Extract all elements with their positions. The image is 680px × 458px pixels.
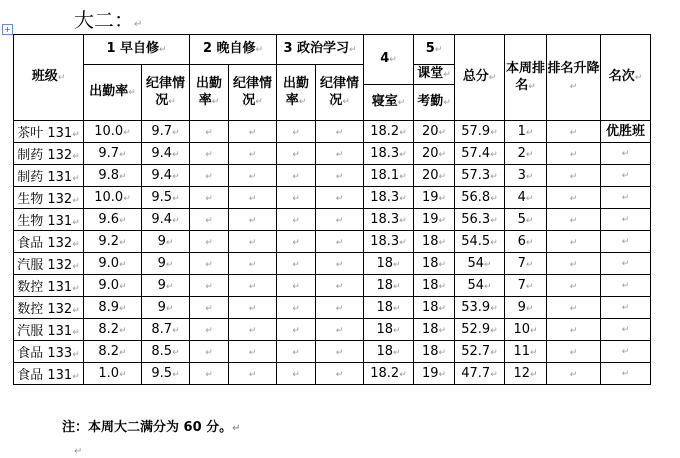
page-heading bbox=[74, 4, 142, 33]
cell-political-attendance: ↵ bbox=[277, 231, 316, 253]
cell-total: 54.5↵ bbox=[455, 231, 505, 253]
cell-dorm: 18.3↵ bbox=[364, 231, 414, 253]
cell-evening-attendance: ↵ bbox=[190, 143, 229, 165]
cell-morning-attendance: 10.0↵ bbox=[84, 121, 142, 143]
cell-checkin: 18↵ bbox=[414, 341, 455, 363]
table-move-handle-icon[interactable]: + bbox=[2, 24, 13, 35]
cell-total: 56.8↵ bbox=[455, 187, 505, 209]
cell-total: 57.3↵ bbox=[455, 165, 505, 187]
cell-rank: 3↵ bbox=[505, 165, 547, 187]
header-m-attendance: 出勤率↵ bbox=[84, 65, 142, 121]
table-row bbox=[14, 253, 651, 275]
cell-rank-change: ↵ bbox=[547, 165, 601, 187]
cell-morning-attendance: 8.2↵ bbox=[84, 341, 142, 363]
cell-political-discipline: ↵ bbox=[316, 253, 364, 275]
cell-political-attendance: ↵ bbox=[277, 209, 316, 231]
cell-place: ↵ bbox=[601, 165, 651, 187]
cell-morning-discipline: 9.7↵ bbox=[142, 121, 190, 143]
cell-total: 56.3↵ bbox=[455, 209, 505, 231]
cell-rank-change: ↵ bbox=[547, 209, 601, 231]
cell-evening-attendance: ↵ bbox=[190, 187, 229, 209]
cell-dorm: 18.3↵ bbox=[364, 187, 414, 209]
cell-evening-attendance: ↵ bbox=[190, 341, 229, 363]
header-weekly-rank: 本周排名↵ bbox=[505, 35, 547, 121]
cell-place: ↵ bbox=[601, 319, 651, 341]
header-p-discipline: 纪律情况↵ bbox=[316, 65, 364, 121]
cell-total: 52.7↵ bbox=[455, 341, 505, 363]
cell-rank-change: ↵ bbox=[547, 143, 601, 165]
cell-checkin: 18↵ bbox=[414, 297, 455, 319]
table-row bbox=[14, 143, 651, 165]
cell-class: 茶叶 131↵ bbox=[14, 121, 84, 143]
cell-political-attendance: ↵ bbox=[277, 363, 316, 385]
cell-checkin: 19↵ bbox=[414, 187, 455, 209]
cell-total: 54↵ bbox=[455, 253, 505, 275]
header-place: 名次↵ bbox=[601, 35, 651, 121]
header-e-discipline: 纪律情况↵ bbox=[229, 65, 277, 121]
cell-evening-attendance: ↵ bbox=[190, 297, 229, 319]
cell-checkin: 18↵ bbox=[414, 253, 455, 275]
header-total: 总分↵ bbox=[455, 35, 505, 121]
cell-dorm: 18.3↵ bbox=[364, 143, 414, 165]
cell-place: ↵ bbox=[601, 143, 651, 165]
table-row bbox=[14, 231, 651, 253]
cell-political-attendance: ↵ bbox=[277, 341, 316, 363]
heading-text: 大二： bbox=[74, 8, 134, 32]
header-rank-change: 排名升降↵ bbox=[547, 35, 601, 121]
cell-political-attendance: ↵ bbox=[277, 187, 316, 209]
cell-political-discipline: ↵ bbox=[316, 121, 364, 143]
cell-rank: 5↵ bbox=[505, 209, 547, 231]
table-row bbox=[14, 187, 651, 209]
cell-dorm: 18.3↵ bbox=[364, 209, 414, 231]
ranking-table bbox=[13, 34, 651, 385]
paragraph-mark: ↵ bbox=[74, 446, 83, 457]
cell-political-discipline: ↵ bbox=[316, 297, 364, 319]
cell-evening-discipline: ↵ bbox=[229, 231, 277, 253]
cell-total: 52.9↵ bbox=[455, 319, 505, 341]
cell-evening-discipline: ↵ bbox=[229, 297, 277, 319]
cell-morning-attendance: 10.0↵ bbox=[84, 187, 142, 209]
cell-place: ↵ bbox=[601, 187, 651, 209]
header-morning-study: 1 早自修↵ bbox=[84, 35, 190, 65]
table-row bbox=[14, 319, 651, 341]
header-checkin: 考勤↵ bbox=[414, 85, 455, 121]
cell-morning-attendance: 1.0↵ bbox=[84, 363, 142, 385]
cell-political-attendance: ↵ bbox=[277, 121, 316, 143]
cell-evening-discipline: ↵ bbox=[229, 341, 277, 363]
cell-rank: 1↵ bbox=[505, 121, 547, 143]
cell-rank-change: ↵ bbox=[547, 121, 601, 143]
cell-morning-attendance: 9.7↵ bbox=[84, 143, 142, 165]
cell-morning-discipline: 9.4↵ bbox=[142, 209, 190, 231]
cell-political-discipline: ↵ bbox=[316, 363, 364, 385]
cell-evening-discipline: ↵ bbox=[229, 209, 277, 231]
cell-evening-attendance: ↵ bbox=[190, 209, 229, 231]
cell-political-discipline: ↵ bbox=[316, 231, 364, 253]
cell-evening-discipline: ↵ bbox=[229, 275, 277, 297]
header-political-study: 3 政治学习↵ bbox=[277, 35, 364, 65]
header-dorm: 寝室↵ bbox=[364, 85, 414, 121]
cell-political-discipline: ↵ bbox=[316, 209, 364, 231]
cell-morning-discipline: 9↵ bbox=[142, 231, 190, 253]
cell-political-discipline: ↵ bbox=[316, 143, 364, 165]
cell-checkin: 18↵ bbox=[414, 275, 455, 297]
cell-rank: 11↵ bbox=[505, 341, 547, 363]
cell-rank: 2↵ bbox=[505, 143, 547, 165]
cell-political-discipline: ↵ bbox=[316, 165, 364, 187]
cell-morning-discipline: 8.7↵ bbox=[142, 319, 190, 341]
cell-rank: 9↵ bbox=[505, 297, 547, 319]
cell-morning-discipline: 9↵ bbox=[142, 297, 190, 319]
cell-morning-attendance: 9.6↵ bbox=[84, 209, 142, 231]
cell-morning-discipline: 9.4↵ bbox=[142, 143, 190, 165]
cell-evening-discipline: ↵ bbox=[229, 363, 277, 385]
cell-place: ↵ bbox=[601, 341, 651, 363]
cell-morning-discipline: 9.4↵ bbox=[142, 165, 190, 187]
cell-class: 数控 131↵ bbox=[14, 275, 84, 297]
header-m-discipline: 纪律情况↵ bbox=[142, 65, 190, 121]
header-class: 班级↵ bbox=[14, 35, 84, 121]
cell-total: 47.7↵ bbox=[455, 363, 505, 385]
cell-dorm: 18.2↵ bbox=[364, 363, 414, 385]
cell-evening-attendance: ↵ bbox=[190, 165, 229, 187]
cell-rank: 12↵ bbox=[505, 363, 547, 385]
cell-evening-discipline: ↵ bbox=[229, 253, 277, 275]
cell-political-attendance: ↵ bbox=[277, 319, 316, 341]
cell-place: ↵ bbox=[601, 253, 651, 275]
cell-class: 汽服 132↵ bbox=[14, 253, 84, 275]
cell-political-discipline: ↵ bbox=[316, 187, 364, 209]
cell-rank-change: ↵ bbox=[547, 187, 601, 209]
cell-rank-change: ↵ bbox=[547, 297, 601, 319]
table-row bbox=[14, 363, 651, 385]
cell-rank-change: ↵ bbox=[547, 275, 601, 297]
cell-political-attendance: ↵ bbox=[277, 297, 316, 319]
cell-rank-change: ↵ bbox=[547, 319, 601, 341]
cell-checkin: 19↵ bbox=[414, 209, 455, 231]
cell-morning-attendance: 9.2↵ bbox=[84, 231, 142, 253]
cell-rank: 7↵ bbox=[505, 275, 547, 297]
cell-class: 汽服 131↵ bbox=[14, 319, 84, 341]
cell-class: 制药 132↵ bbox=[14, 143, 84, 165]
header-class-label: 课堂↵ bbox=[414, 65, 455, 85]
cell-political-attendance: ↵ bbox=[277, 165, 316, 187]
header-class-number: 5↵ bbox=[414, 35, 455, 65]
cell-evening-discipline: ↵ bbox=[229, 319, 277, 341]
cell-dorm: 18↵ bbox=[364, 319, 414, 341]
cell-dorm: 18↵ bbox=[364, 341, 414, 363]
cell-evening-attendance: ↵ bbox=[190, 231, 229, 253]
cell-evening-attendance: ↵ bbox=[190, 253, 229, 275]
cell-checkin: 18↵ bbox=[414, 231, 455, 253]
cell-evening-discipline: ↵ bbox=[229, 143, 277, 165]
table-row bbox=[14, 341, 651, 363]
cell-checkin: 19↵ bbox=[414, 363, 455, 385]
cell-morning-attendance: 8.2↵ bbox=[84, 319, 142, 341]
cell-evening-discipline: ↵ bbox=[229, 187, 277, 209]
cell-morning-discipline: 9↵ bbox=[142, 275, 190, 297]
cell-political-attendance: ↵ bbox=[277, 143, 316, 165]
cell-evening-attendance: ↵ bbox=[190, 319, 229, 341]
cell-checkin: 20↵ bbox=[414, 165, 455, 187]
cell-morning-attendance: 9.0↵ bbox=[84, 275, 142, 297]
cell-morning-attendance: 8.9↵ bbox=[84, 297, 142, 319]
table-row bbox=[14, 165, 651, 187]
table-row bbox=[14, 121, 651, 143]
cell-evening-discipline: ↵ bbox=[229, 121, 277, 143]
cell-evening-attendance: ↵ bbox=[190, 363, 229, 385]
cell-dorm: 18↵ bbox=[364, 275, 414, 297]
cell-morning-attendance: 9.0↵ bbox=[84, 253, 142, 275]
cell-morning-discipline: 9↵ bbox=[142, 253, 190, 275]
cell-morning-discipline: 9.5↵ bbox=[142, 187, 190, 209]
cell-checkin: 20↵ bbox=[414, 121, 455, 143]
cell-dorm: 18.2↵ bbox=[364, 121, 414, 143]
cell-place: ↵ bbox=[601, 209, 651, 231]
cell-place: ↵ bbox=[601, 275, 651, 297]
cell-checkin: 20↵ bbox=[414, 143, 455, 165]
cell-checkin: 18↵ bbox=[414, 319, 455, 341]
cell-rank-change: ↵ bbox=[547, 231, 601, 253]
cell-place: 优胜班 bbox=[601, 121, 651, 143]
cell-political-attendance: ↵ bbox=[277, 253, 316, 275]
cell-political-discipline: ↵ bbox=[316, 275, 364, 297]
table-row bbox=[14, 209, 651, 231]
header-e-attendance: 出勤率↵ bbox=[190, 65, 229, 121]
cell-place: ↵ bbox=[601, 363, 651, 385]
cell-place: ↵ bbox=[601, 297, 651, 319]
cell-morning-discipline: 9.5↵ bbox=[142, 363, 190, 385]
cell-rank-change: ↵ bbox=[547, 341, 601, 363]
cell-dorm: 18↵ bbox=[364, 253, 414, 275]
cell-place: ↵ bbox=[601, 231, 651, 253]
header-dorm-number: 4↵ bbox=[364, 35, 414, 85]
header-evening-study: 2 晚自修↵ bbox=[190, 35, 277, 65]
cell-evening-discipline: ↵ bbox=[229, 165, 277, 187]
cell-total: 54↵ bbox=[455, 275, 505, 297]
cell-class: 食品 132↵ bbox=[14, 231, 84, 253]
cell-rank-change: ↵ bbox=[547, 363, 601, 385]
cell-evening-attendance: ↵ bbox=[190, 121, 229, 143]
cell-morning-attendance: 9.8↵ bbox=[84, 165, 142, 187]
cell-class: 数控 132↵ bbox=[14, 297, 84, 319]
cell-class: 生物 131↵ bbox=[14, 209, 84, 231]
header-p-attendance: 出勤率↵ bbox=[277, 65, 316, 121]
cell-total: 53.9↵ bbox=[455, 297, 505, 319]
cell-political-attendance: ↵ bbox=[277, 275, 316, 297]
cell-morning-discipline: 8.5↵ bbox=[142, 341, 190, 363]
cell-political-discipline: ↵ bbox=[316, 319, 364, 341]
cell-political-discipline: ↵ bbox=[316, 341, 364, 363]
paragraph-mark: ↵ bbox=[134, 19, 143, 30]
cell-class: 制药 131↵ bbox=[14, 165, 84, 187]
cell-rank: 4↵ bbox=[505, 187, 547, 209]
cell-rank: 10↵ bbox=[505, 319, 547, 341]
cell-class: 食品 131↵ bbox=[14, 363, 84, 385]
cell-total: 57.4↵ bbox=[455, 143, 505, 165]
cell-dorm: 18↵ bbox=[364, 297, 414, 319]
cell-rank: 7↵ bbox=[505, 253, 547, 275]
cell-evening-attendance: ↵ bbox=[190, 275, 229, 297]
cell-rank-change: ↵ bbox=[547, 253, 601, 275]
table-row bbox=[14, 297, 651, 319]
cell-class: 食品 133↵ bbox=[14, 341, 84, 363]
footnote: 注：本周大二满分为 60 分。↵ bbox=[62, 420, 241, 435]
cell-class: 生物 132↵ bbox=[14, 187, 84, 209]
cell-total: 57.9↵ bbox=[455, 121, 505, 143]
cell-rank: 6↵ bbox=[505, 231, 547, 253]
table-row bbox=[14, 275, 651, 297]
cell-dorm: 18.1↵ bbox=[364, 165, 414, 187]
